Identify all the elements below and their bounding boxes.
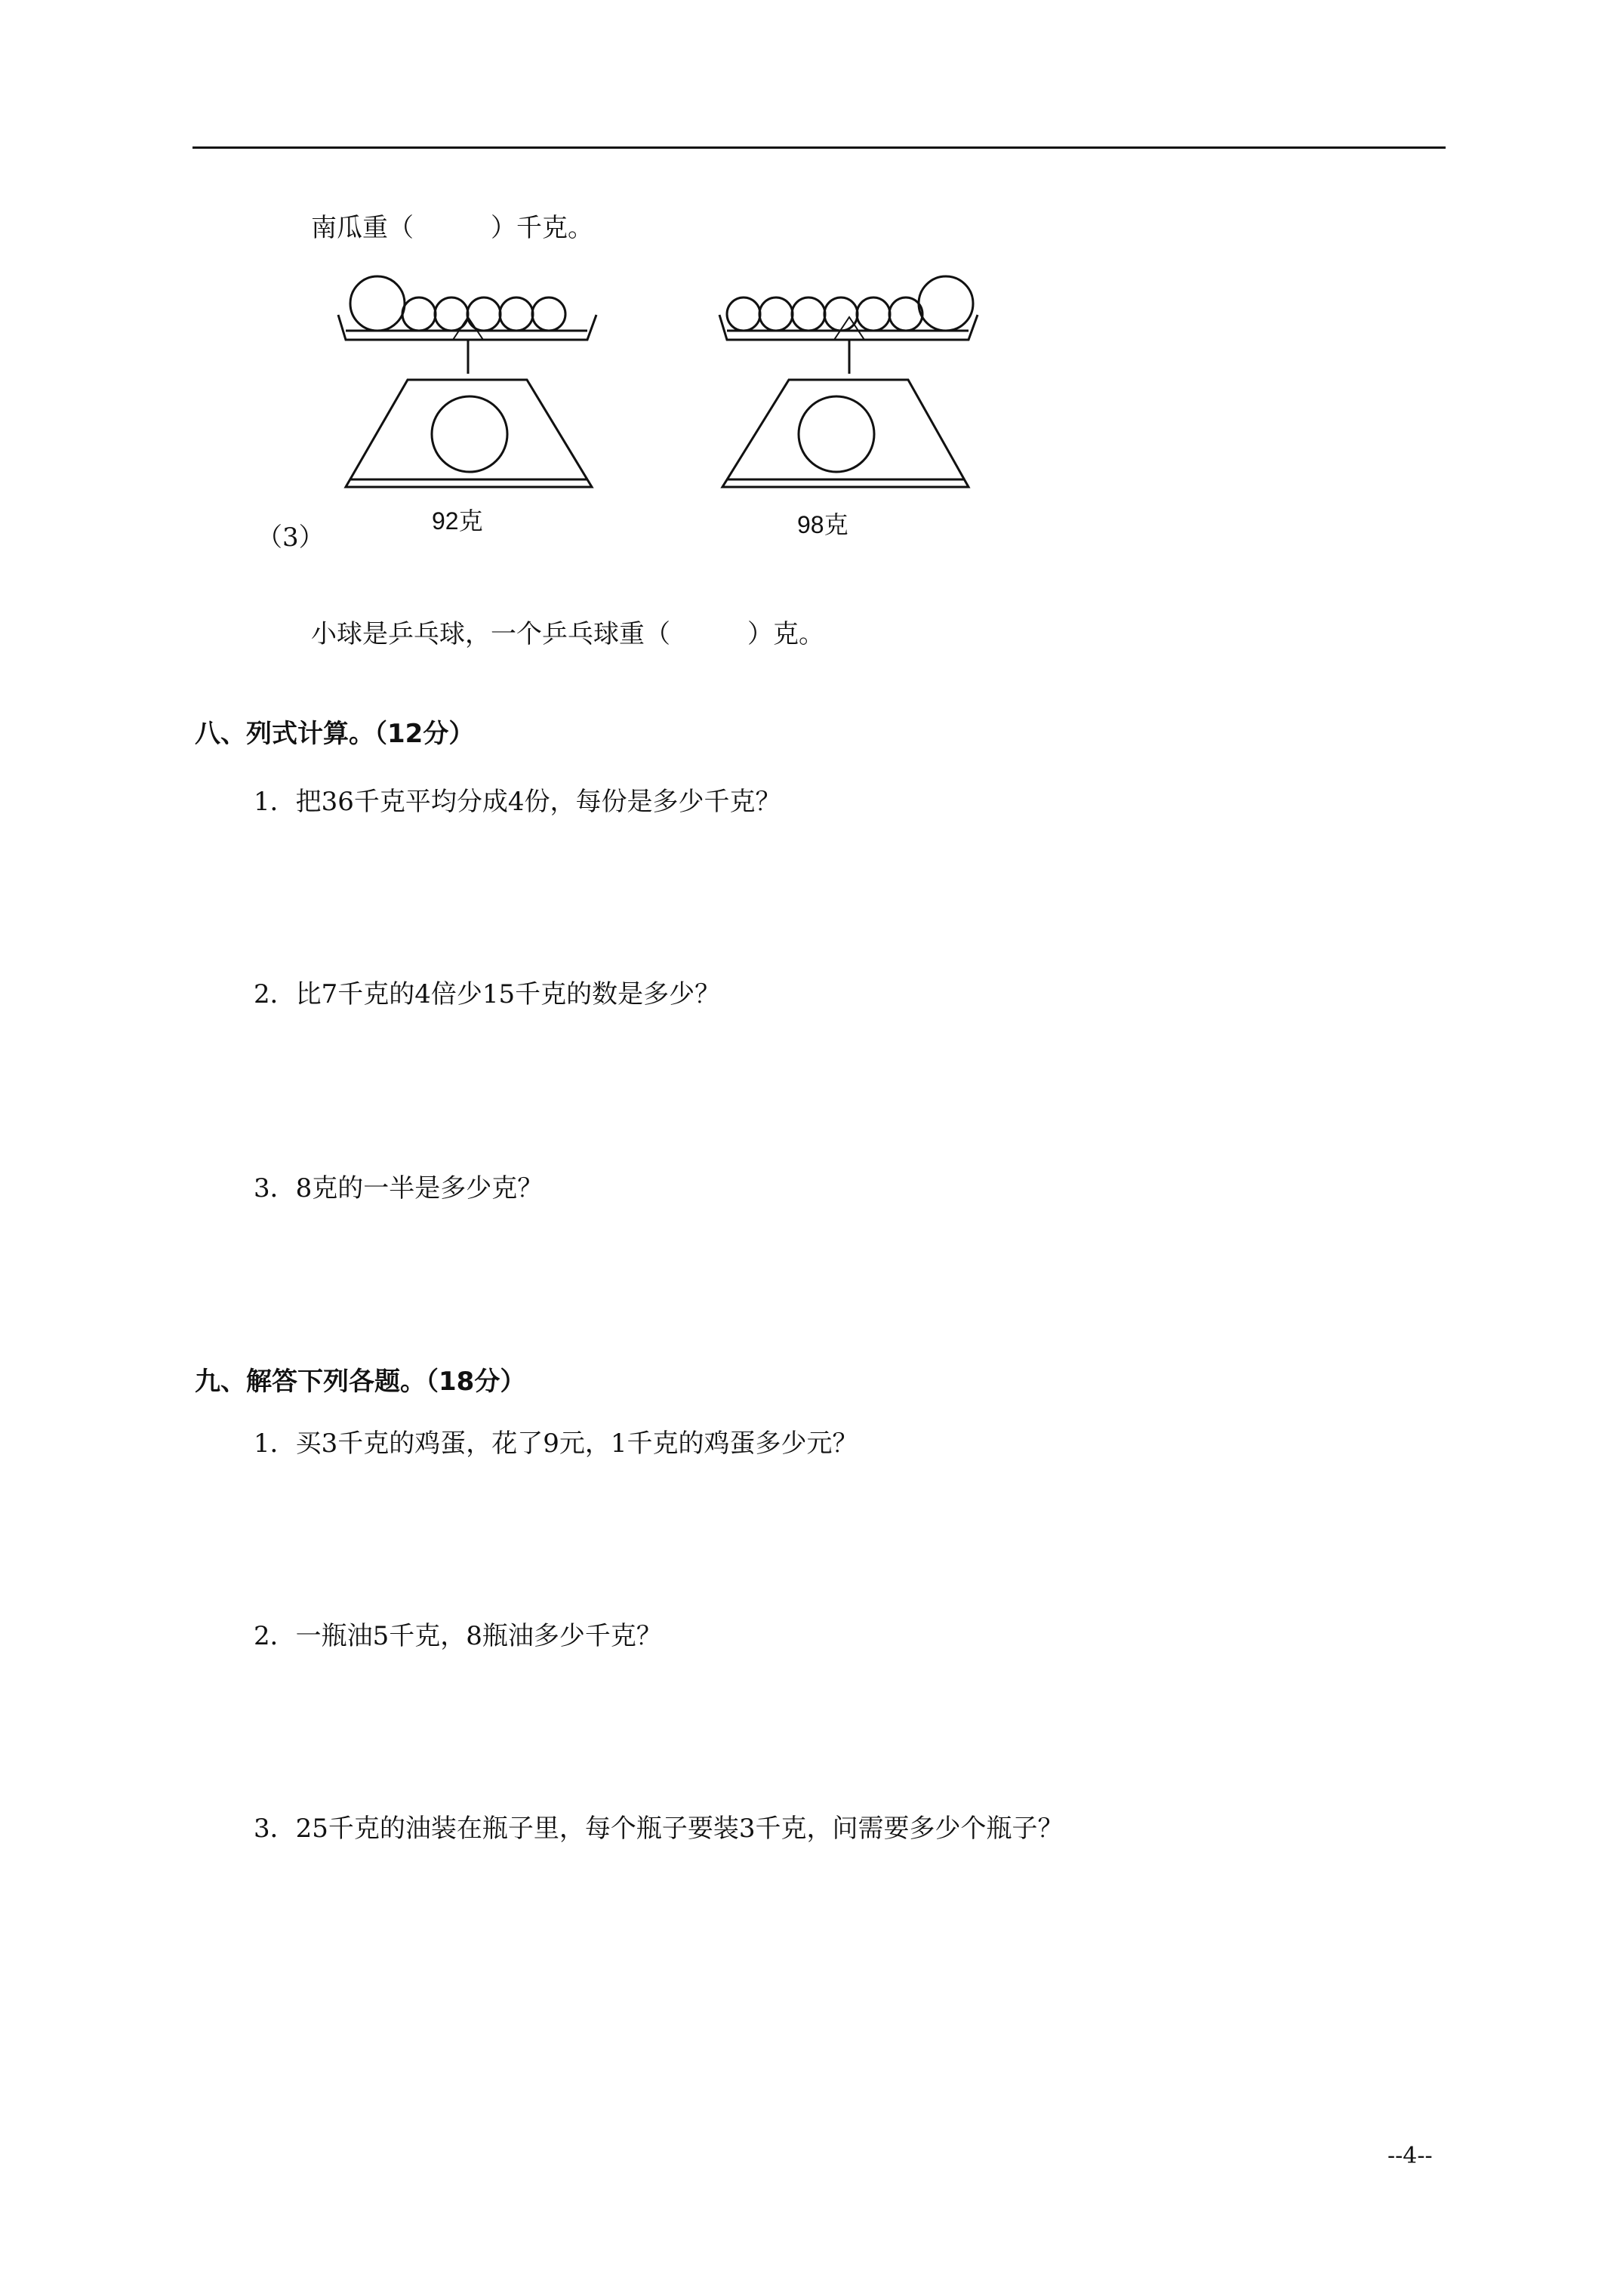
big-ball xyxy=(919,276,973,331)
section-9-item-2: 2．一瓶油5千克，8瓶油多少千克？ xyxy=(254,1621,662,1651)
small-ball xyxy=(500,297,533,331)
small-ball xyxy=(889,297,922,331)
dial-icon xyxy=(799,396,874,472)
dial-icon xyxy=(432,396,507,472)
small-ball xyxy=(792,297,825,331)
pumpkin-question: 南瓜重（ ）千克。 xyxy=(311,213,593,243)
section-9-item-3: 3．25千克的油装在瓶子里，每个瓶子要装3千克，问需要多少个瓶子？ xyxy=(254,1814,1064,1844)
balance-scale-left xyxy=(332,268,604,495)
big-ball xyxy=(350,276,405,331)
page-number: --4-- xyxy=(1387,2143,1433,2169)
small-ball xyxy=(727,297,760,331)
balance-scale-right xyxy=(713,268,985,495)
small-ball xyxy=(759,297,793,331)
section-8-heading: 八、列式计算。（12分） xyxy=(195,719,475,749)
header-rule xyxy=(192,146,1446,149)
small-ball xyxy=(467,297,500,331)
section-9-heading: 九、解答下列各题。（18分） xyxy=(195,1367,526,1397)
small-ball xyxy=(857,297,890,331)
section-8-item-1: 1．把36千克平均分成4份，每份是多少千克？ xyxy=(254,787,781,817)
pingpong-question: 小球是乒乓球，一个乒乓球重（ ）克。 xyxy=(311,619,824,649)
small-ball xyxy=(824,297,858,331)
question-label: （3） xyxy=(257,522,325,553)
section-8-item-3: 3．8克的一半是多少克？ xyxy=(254,1173,544,1203)
scale-left-caption: 92克 xyxy=(432,507,483,535)
scale-right-caption: 98克 xyxy=(797,511,848,538)
section-8-item-2: 2．比7千克的4倍少15千克的数是多少？ xyxy=(254,979,721,1009)
section-9-item-1: 1．买3千克的鸡蛋，花了9元，1千克的鸡蛋多少元？ xyxy=(254,1428,858,1459)
small-ball xyxy=(532,297,565,331)
small-ball xyxy=(402,297,436,331)
